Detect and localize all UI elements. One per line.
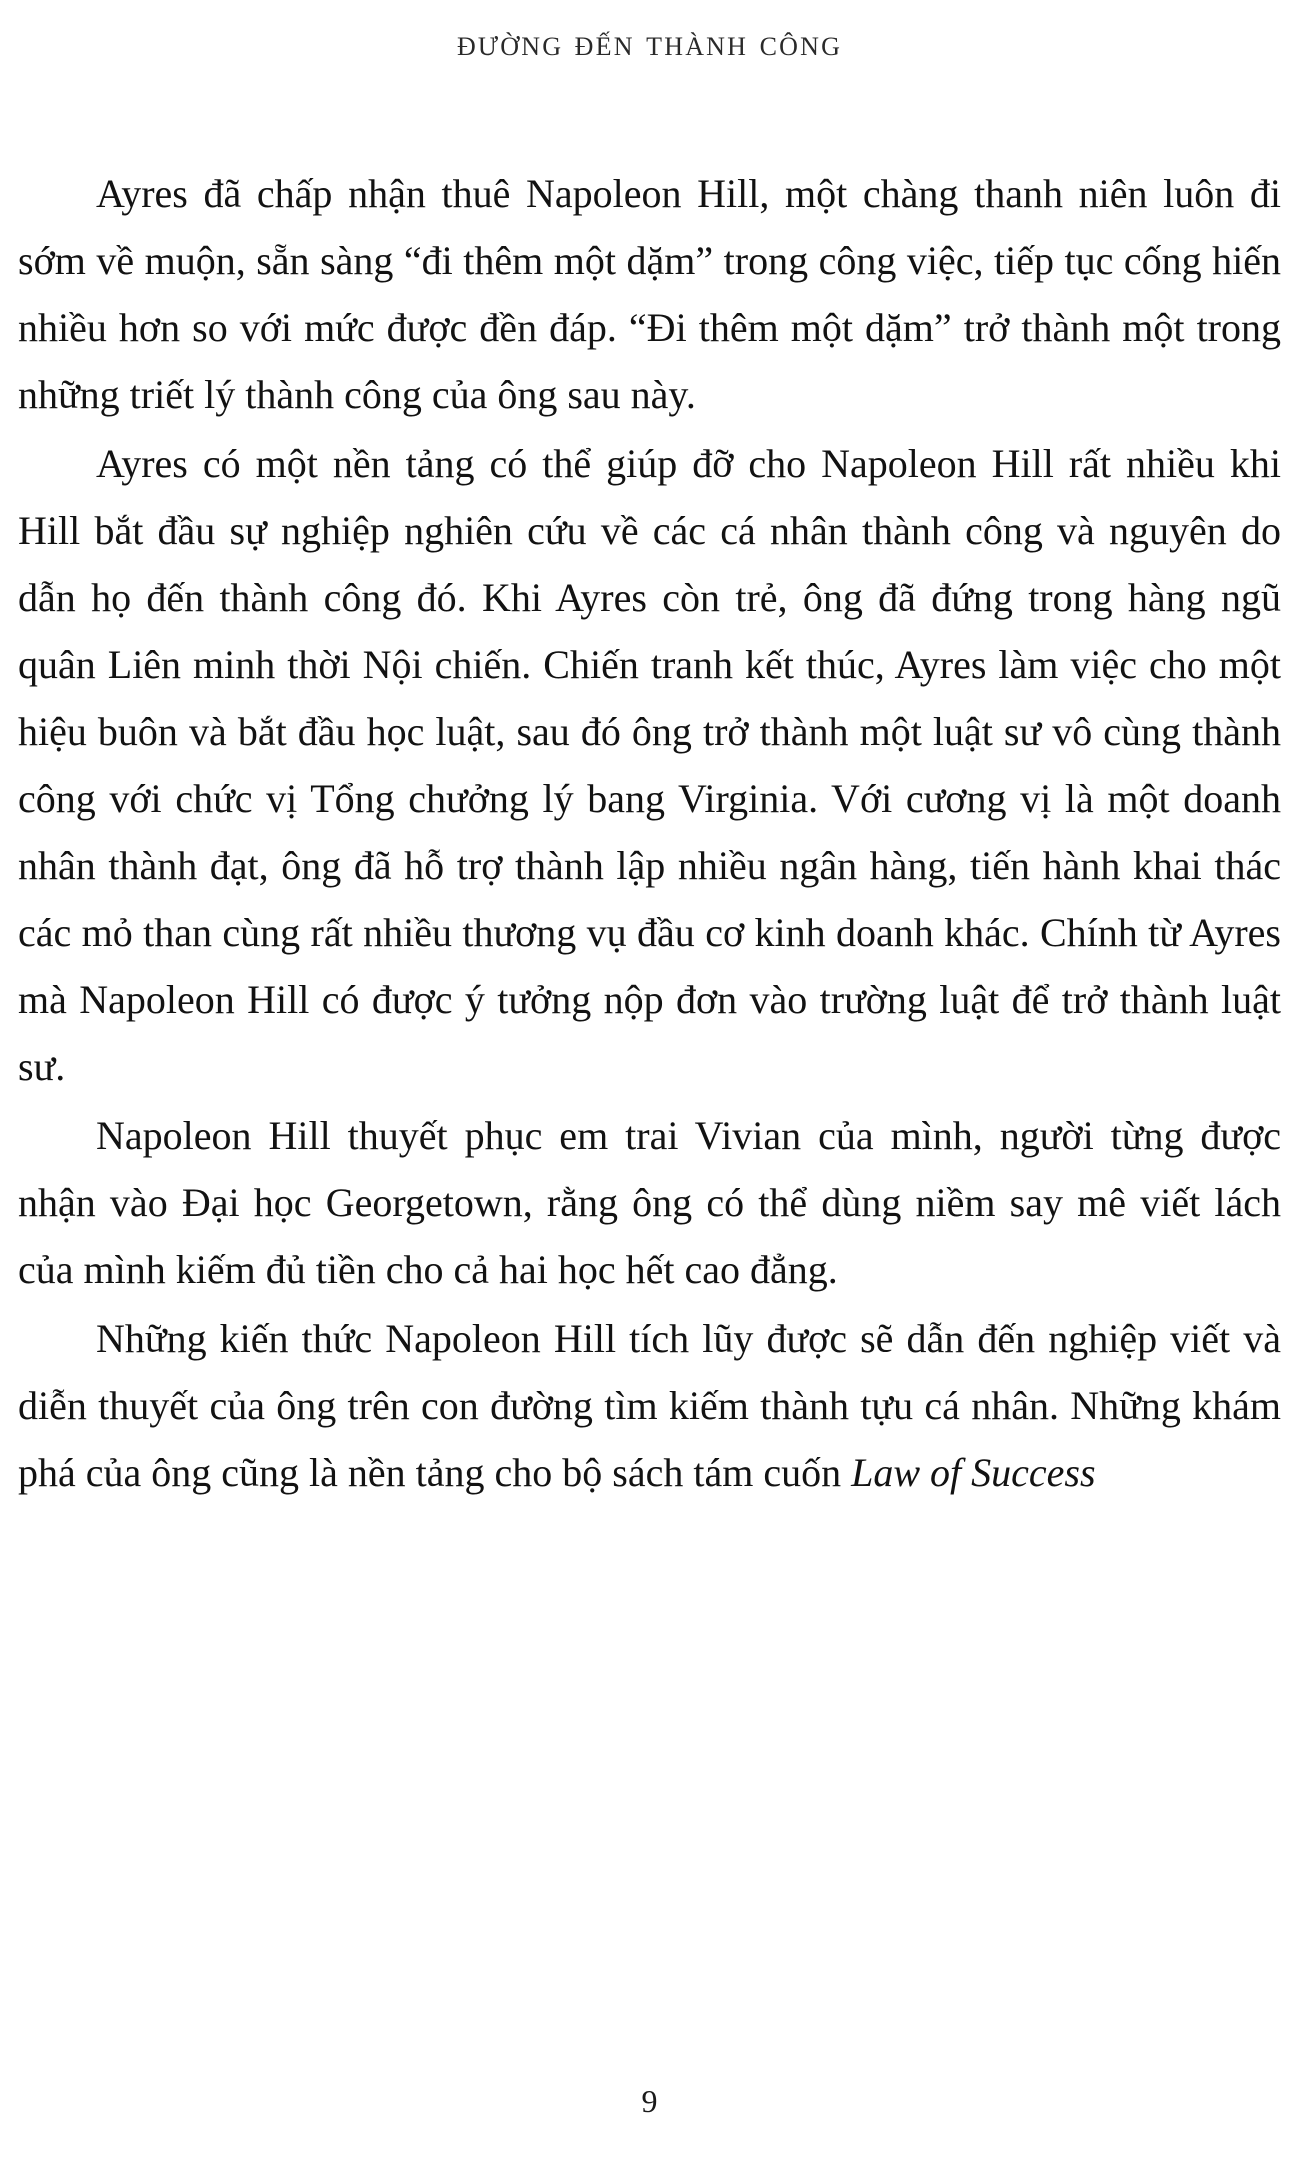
paragraph-3: Napoleon Hill thuyết phục em trai Vivian của mình, người từng được nhận vào Đại học Georgetown, rằng ông có thể dùng niềm say mê viết lách của mình kiếm đủ tiền cho cả hai học hết cao đẳng. (18, 1113, 1281, 1292)
page-number: 9 (641, 2083, 658, 2119)
paragraph-1: Ayres đã chấp nhận thuê Napoleon Hill, một chàng thanh niên luôn đi sớm về muộn, sẵn sàng “đi thêm một dặm” trong công việc, tiếp tục cống hiến nhiều hơn so với mức được đền đáp. “Đi thêm một dặm” trở thành một trong những triết lý thành công của ông sau này. (18, 171, 1281, 417)
running-head: đường đến thành công (456, 23, 843, 64)
paragraph-4-text: Những kiến thức Napoleon Hill tích lũy được sẽ dẫn đến nghiệp viết và diễn thuyết của ông trên con đường tìm kiếm thành tựu cá nhân. Những khám phá của ông cũng là nền tảng cho bộ sách tám cuốn (18, 1316, 1281, 1495)
book-title-italic: Law of Success (851, 1450, 1096, 1495)
body-text (0, 160, 1299, 1506)
paragraph-2: Ayres có một nền tảng có thể giúp đỡ cho Napoleon Hill rất nhiều khi Hill bắt đầu sự nghiệp nghiên cứu về các cá nhân thành công và nguyên do dẫn họ đến thành công đó. Khi Ayres còn trẻ, ông đã đứng trong hàng ngũ quân Liên minh thời Nội chiến. Chiến tranh kết thúc, Ayres làm việc cho một hiệu buôn và bắt đầu học luật, sau đó ông trở thành một luật sư vô cùng thành công với chức vị Tổng chưởng lý bang Virginia. Với cương vị là một doanh nhân thành đạt, ông đã hỗ trợ thành lập nhiều ngân hàng, tiến hành khai thác các mỏ than cùng rất nhiều thương vụ đầu cơ kinh doanh khác. Chính từ Ayres mà Napoleon Hill có được ý tưởng nộp đơn vào trường luật để trở thành luật sư. (18, 441, 1281, 1089)
paragraph-4 (18, 1305, 1281, 1506)
